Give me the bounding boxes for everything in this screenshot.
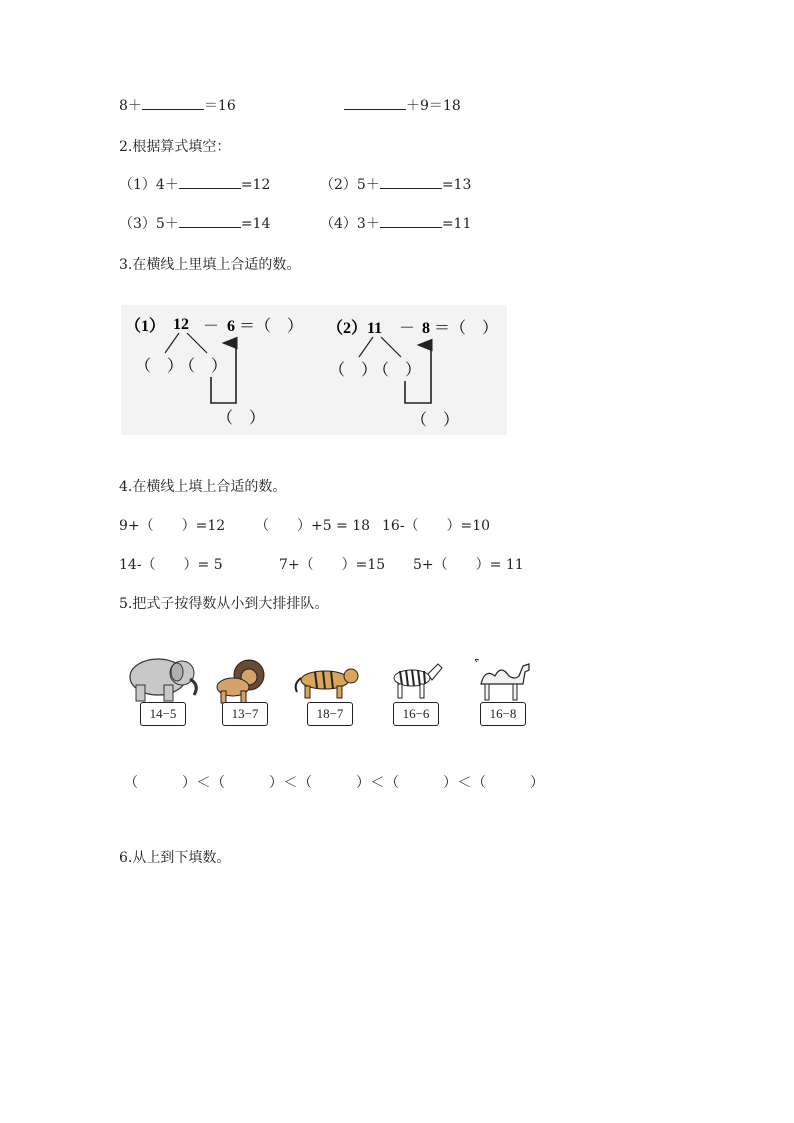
q4-row1-eq3[interactable]: 16-（ ）=10 [382, 518, 491, 534]
q3-right-part2: （ ） [373, 362, 422, 379]
q2-item-2-suffix: =13 [441, 177, 472, 193]
q3-right-part1: （ ） [329, 362, 378, 379]
q2-item-4 [320, 215, 471, 233]
q2-item-1-prefix: （1）4＋ [119, 177, 179, 193]
q4-row1-eq2[interactable]: （ ）+5 = 18 [255, 518, 371, 534]
q1-right-equation [344, 97, 461, 115]
q3-left-eq: ＝（ ） [239, 318, 304, 335]
q2-item-3-suffix: =14 [240, 216, 271, 232]
q3-left-part2: （ ） [179, 358, 228, 375]
tiger-icon [291, 662, 363, 702]
q2-item-4-blank[interactable] [380, 215, 442, 228]
q1-left-suffix: ＝16 [203, 98, 236, 114]
q2-item-3 [119, 215, 270, 233]
q3-right-eq: ＝（ ） [434, 320, 499, 337]
q2-item-3-prefix: （3）5＋ [119, 216, 179, 232]
camel-icon [471, 658, 537, 702]
q3-left-label: （1） [125, 318, 166, 335]
q2-item-1-blank[interactable] [179, 176, 241, 189]
q2-item-4-suffix: =11 [441, 216, 472, 232]
q3-figure-svg [121, 305, 507, 435]
q4-row2-eq3[interactable]: 5+（ ）= 11 [413, 557, 524, 573]
q3-right-branch-left [359, 337, 373, 357]
elephant-icon [124, 653, 202, 705]
q2-item-4-prefix: （4）3＋ [320, 216, 380, 232]
q1-left-prefix: 8＋ [119, 98, 142, 114]
q4-heading: 4.在横线上填上合适的数。 [119, 479, 287, 495]
q2-item-3-blank[interactable] [179, 215, 241, 228]
q3-left-op: － [203, 318, 220, 335]
q1-left-blank[interactable] [142, 97, 204, 110]
q3-right-op: － [399, 320, 416, 337]
animal-card-5: 16−8 [480, 702, 526, 726]
q2-item-2-prefix: （2）5＋ [320, 177, 380, 193]
q3-left-branch-left [165, 333, 179, 353]
q6-heading: 6.从上到下填数。 [119, 850, 231, 866]
animal-card-3: 18−7 [307, 702, 353, 726]
q3-right-part3: （ ） [411, 412, 460, 429]
q3-heading: 3.在横线上里填上合适的数。 [119, 257, 301, 273]
q5-heading: 5.把式子按得数从小到大排排队。 [119, 596, 329, 612]
q3-right-branch-right [381, 337, 401, 357]
q3-figure [121, 305, 507, 435]
q4-row2-eq1[interactable]: 14-（ ）= 5 [119, 557, 223, 573]
q1-right-blank[interactable] [344, 97, 406, 110]
q2-item-2-blank[interactable] [380, 176, 442, 189]
q2-heading: 2.根据算式填空： [119, 139, 231, 155]
q4-row1-eq1[interactable]: 9+（ ）=12 [119, 518, 226, 534]
q2-item-1 [119, 176, 270, 194]
q3-left-part1: （ ） [135, 358, 184, 375]
animal-card-4: 16−6 [393, 702, 439, 726]
q3-right-label: （2） [327, 320, 368, 337]
q3-left-part3: （ ） [217, 410, 266, 427]
q3-left-a: 12 [173, 316, 189, 333]
lion-icon [211, 655, 271, 705]
q2-item-2 [320, 176, 471, 194]
q2-item-1-suffix: =12 [240, 177, 271, 193]
q3-right-b: 8 [422, 320, 430, 337]
animal-card-1: 14−5 [140, 702, 186, 726]
zebra-icon [384, 660, 446, 702]
q5-order-line[interactable]: （ ）＜（ ）＜（ ）＜（ ）＜（ ） [124, 775, 545, 791]
q3-left-branch-right [187, 333, 207, 353]
q4-row2-eq2[interactable]: 7+（ ）=15 [279, 557, 386, 573]
q1-right-suffix: ＋9＝18 [406, 98, 461, 114]
q3-right-a: 11 [367, 320, 383, 337]
q1-left-equation [119, 97, 236, 115]
animal-card-2: 13−7 [222, 702, 268, 726]
q3-left-b: 6 [227, 318, 235, 335]
